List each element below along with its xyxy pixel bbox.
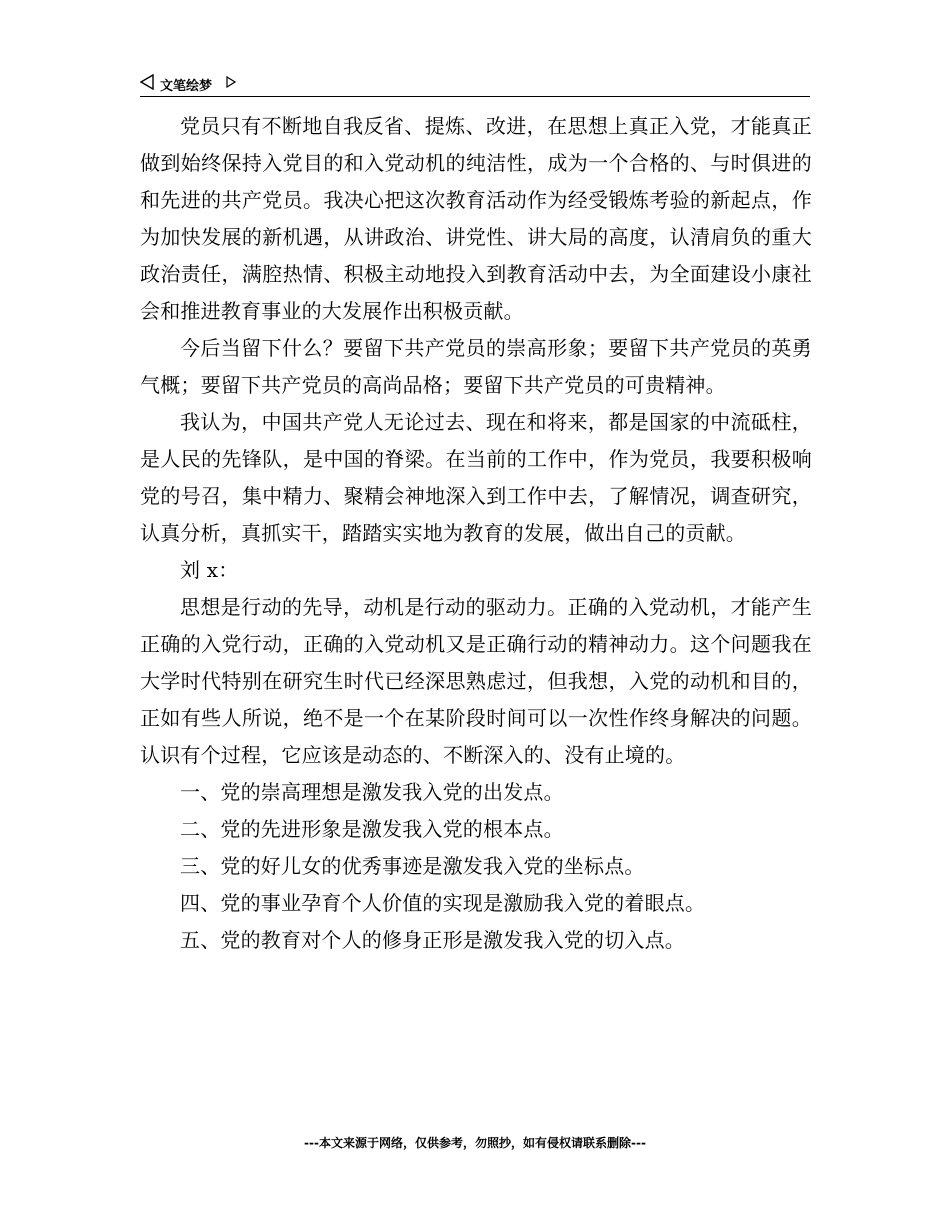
- list-item: 五、党的教育对个人的修身正形是激发我入党的切入点。: [180, 928, 685, 952]
- list-item: 四、党的事业孕育个人价值的实现是激励我入党的着眼点。: [180, 891, 706, 915]
- paragraph: 党员只有不断地自我反省、提炼、改进，在思想上真正入党，才能真正做到始终保持入党目的和入党动机的纯洁性，成为一个合格的、与时俱进的和先进的共产党员。我决心把这次教育活动作为经受锻炼考验的新起点，作为加快发展的新机遇，从讲政治、讲党性、讲大局的高度，认清肩负的重大政治责任，满腔热情、积极主动地投入到教育活动中去，为全面建设小康社会和推进教育事业的大发展作出积极贡献。: [140, 114, 812, 323]
- page-footer: ---本文来源于网络，仅供参考，勿照抄，如有侵权请联系删除---: [304, 1136, 646, 1150]
- triangle-right-icon: [226, 76, 236, 88]
- brand-name: 文笔绘梦: [160, 79, 213, 94]
- list-item: 一、党的崇高理想是激发我入党的出发点。: [180, 780, 564, 804]
- paragraph: 我认为，中国共产党人无论过去、现在和将来，都是国家的中流砥柱，是人民的先锋队，是中国的脊梁。在当前的工作中，作为党员，我要积极响党的号召，集中精力、聚精会神地深入到工作中去，了解情况，调查研究，认真分析，真抓实干，踏踏实实地为教育的发展，做出自己的贡献。: [140, 410, 812, 545]
- page-header: [140, 72, 810, 97]
- author-label: 刘 x：: [180, 558, 239, 582]
- paragraph: 思想是行动的先导，动机是行动的驱动力。正确的入党动机，才能产生正确的入党行动，正确的入党动机又是正确行动的精神动力。这个问题我在大学时代特别在研究生时代已经深思熟虑过，但我想，入党的动机和目的，正如有些人所说，绝不是一个在某阶段时间可以一次性作终身解决的问题。认识有个过程，它应该是动态的、不断深入的、没有止境的。: [140, 595, 812, 767]
- paragraph: 今后当留下什么？要留下共产党员的崇高形象；要留下共产党员的英勇气概；要留下共产党员的高尚品格；要留下共产党员的可贵精神。: [140, 336, 812, 397]
- document-body: [140, 108, 812, 959]
- list-item: 三、党的好儿女的优秀事迹是激发我入党的坐标点。: [180, 854, 645, 878]
- triangle-left-icon: [140, 74, 154, 90]
- list-item: 二、党的先进形象是激发我入党的根本点。: [180, 817, 564, 841]
